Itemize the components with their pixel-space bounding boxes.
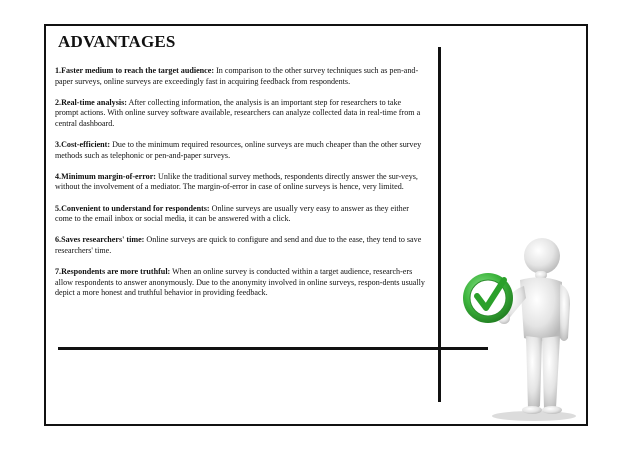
item-text: Due to the minimum required resources, online surveys are much cheaper than the other survey methods such as telephonic or pen-and-paper surveys. <box>55 140 422 160</box>
item-text: Online surveys are quick to configure and send and due to the ease, they tend to save researchers' time. <box>55 235 422 255</box>
item-heading: 3.Cost-efficient: <box>55 140 111 150</box>
item-text: Online surveys are usually very easy to answer as they either come to the email inbox or social media, it can be answered with a click. <box>55 203 409 224</box>
item-text: In comparison to the other survey techniques such as pen-and-paper surveys, online surveys are exceedingly fast in acquiring feedback from respondents. <box>55 66 419 86</box>
item-heading: 1.Faster medium to reach the target audience: <box>55 66 215 75</box>
item-heading: 5.Convenient to understand for respondents: <box>55 203 210 213</box>
item-heading: 7.Respondents are more truthful: <box>55 267 171 277</box>
list-item <box>55 172 425 193</box>
list-item <box>55 204 425 225</box>
item-heading: 2.Real-time analysis: <box>55 97 127 107</box>
page-title: ADVANTAGES <box>58 32 176 51</box>
person-holding-checkmark-icon <box>446 226 588 424</box>
item-heading: 4.Minimum margin-of-error: <box>55 171 156 181</box>
list-item <box>55 66 425 87</box>
item-text: Unlike the traditional survey methods, respondents directly answer the sur-veys, without the involvement of a mediator. The margin-of-error in case of online surveys is hence, very limited. <box>55 171 418 192</box>
item-text: When an online survey is conducted within a target audience, research-ers allow respondents to answer anonymously. Due to the anonymity involved in online surveys, respon-dents usually depict a more honest and truthful behavior in providing feedback. <box>55 267 425 298</box>
advantages-list <box>55 66 425 310</box>
item-heading: 6.Saves researchers' time: <box>55 235 145 245</box>
item-text: After collecting information, the analysis is an important step for researchers to take prompt actions. With online survey software available, researchers can analyze collected data in real-time from a central dashboard. <box>55 97 421 128</box>
list-item <box>55 98 425 130</box>
horizontal-divider <box>58 347 488 350</box>
list-item <box>55 267 425 299</box>
list-item <box>55 235 425 256</box>
list-item <box>55 140 425 161</box>
